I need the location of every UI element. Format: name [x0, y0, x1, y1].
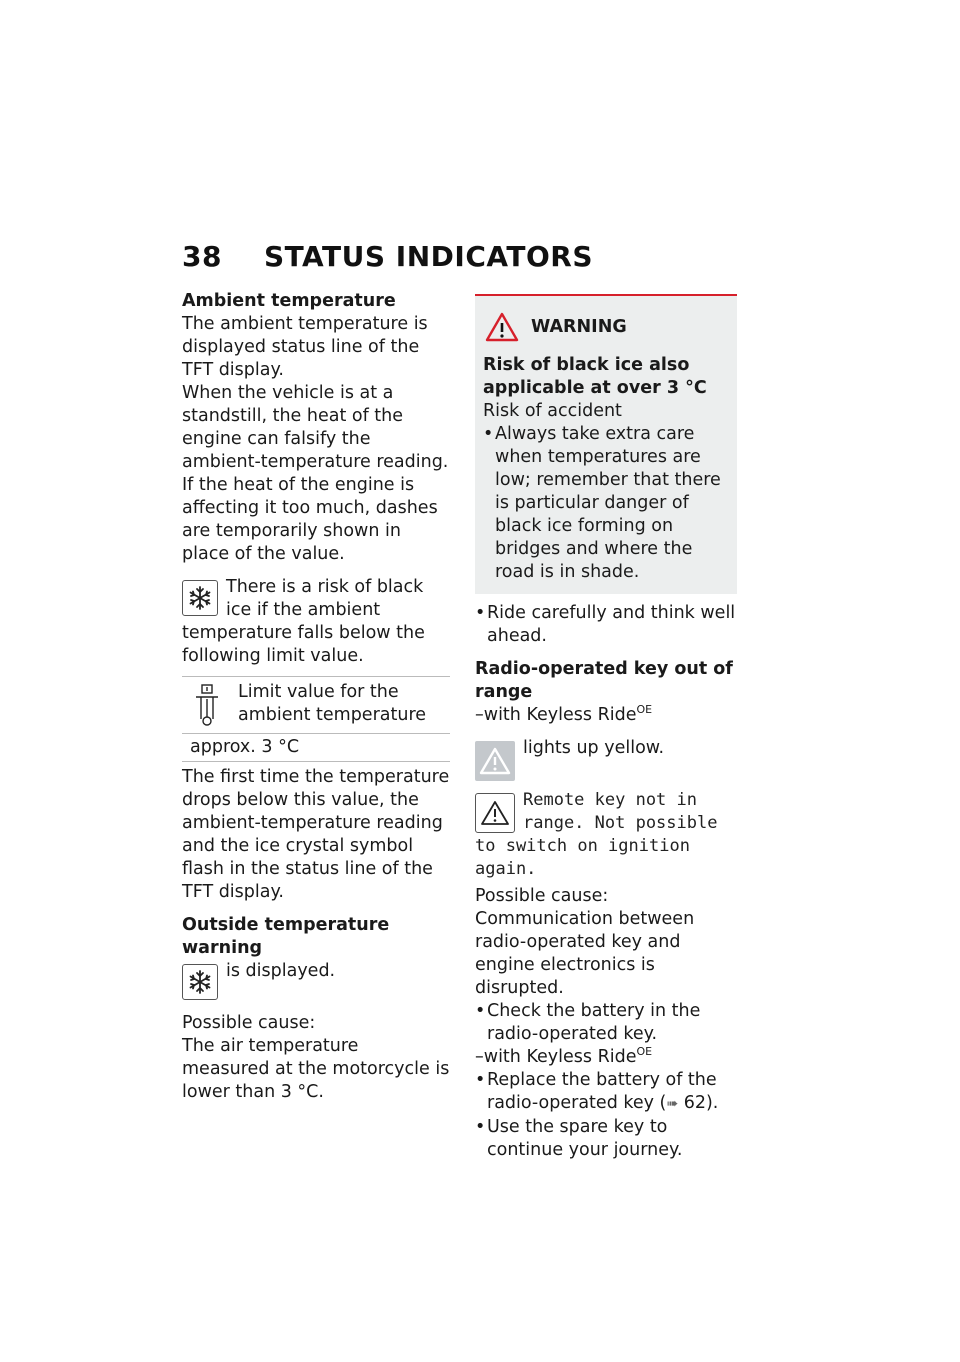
page-number: 38: [182, 240, 222, 273]
outside-temp-heading: Outside temperature warning: [182, 915, 390, 958]
limit-label: Limit value for the ambient temperature: [238, 682, 427, 725]
warning-triangle-icon-2: [475, 793, 515, 833]
warning-label: WARNING: [531, 316, 627, 337]
replace-text-end: ).: [705, 1093, 719, 1113]
limit-table: [182, 676, 450, 762]
ride-bullet: • Ride carefully and think well ahead.: [475, 602, 737, 648]
limit-value: approx. 3 °C: [182, 733, 450, 761]
display-message-block: [475, 789, 737, 881]
keyless-prefix: –with Keyless Ride: [475, 705, 637, 725]
warning-triangle-icon: [485, 312, 519, 342]
replace-battery-bullet: [475, 1069, 737, 1116]
section-title: STATUS INDICATORS: [263, 240, 593, 273]
warning-box: [475, 294, 737, 594]
keyless-prefix-2: –with Keyless Ride: [475, 1047, 637, 1067]
outside-temp-block: [182, 960, 450, 1002]
cause-label: Possible cause:: [182, 1013, 316, 1033]
ambient-paragraph-2: When the vehicle is at a standstill, the heat of the engine can falsify the ambient-temperature reading. If the heat of the engine is affecting it too much, dashes are temporarily shown in place of the value.: [182, 383, 449, 564]
warning-subheading: Risk of accident: [483, 401, 622, 421]
display-message: Remote key not in range. Not possible to switch on ignition again.: [475, 790, 718, 879]
warning-bullet: • Always take extra care when temperatures are low; remember that there is particular danger of black ice forming on bridges and where the road is in shade.: [483, 423, 729, 584]
keyless-condition-1: [475, 704, 737, 727]
arrow-right-icon: ➠: [666, 1096, 679, 1112]
right-column: [475, 294, 737, 1162]
thermometer-icon: [188, 683, 226, 727]
snowflake-icon-2: [182, 964, 218, 1000]
warning-heading: Risk of black ice also applicable at over 3 °C: [483, 355, 707, 398]
replace-text: Replace the battery of the radio-operated key (: [487, 1070, 717, 1113]
page-reference-link[interactable]: 62: [683, 1093, 706, 1113]
left-column: [182, 290, 450, 1104]
ambient-heading: Ambient temperature: [182, 291, 396, 311]
limit-table-header: [182, 677, 450, 733]
cause-text-right: Communication between radio-operated key and engine electronics is disrupted.: [475, 909, 695, 998]
check-battery-bullet: • Check the battery in the radio-operated key.: [475, 1000, 737, 1046]
outside-temp-text: is displayed.: [226, 961, 336, 981]
snowflake-icon: [182, 580, 218, 616]
lights-up-text: lights up yellow.: [523, 738, 665, 758]
oe-marker: OE: [636, 703, 653, 717]
cause-label-right: Possible cause:: [475, 886, 609, 906]
keyless-condition-2: [475, 1046, 737, 1069]
spare-key-bullet: • Use the spare key to continue your journey.: [475, 1116, 737, 1162]
ice-warning-block: [182, 576, 450, 668]
page-header: [182, 240, 593, 273]
ambient-paragraph-1: The ambient temperature is displayed status line of the TFT display.: [182, 314, 428, 380]
warning-title: [485, 312, 729, 342]
radio-key-heading: Radio-operated key out of range: [475, 659, 733, 702]
yellow-light-block: [475, 737, 737, 783]
warning-lamp-icon: [475, 741, 515, 781]
first-time-paragraph: The first time the temperature drops below this value, the ambient-temperature reading and the ice crystal symbol flash in the status line of the TFT display.: [182, 767, 450, 902]
cause-text: The air temperature measured at the motorcycle is lower than 3 °C.: [182, 1036, 450, 1102]
oe-marker-2: OE: [636, 1045, 653, 1059]
ice-risk-text: There is a risk of black ice if the ambient temperature falls below the following limit value.: [182, 577, 425, 666]
